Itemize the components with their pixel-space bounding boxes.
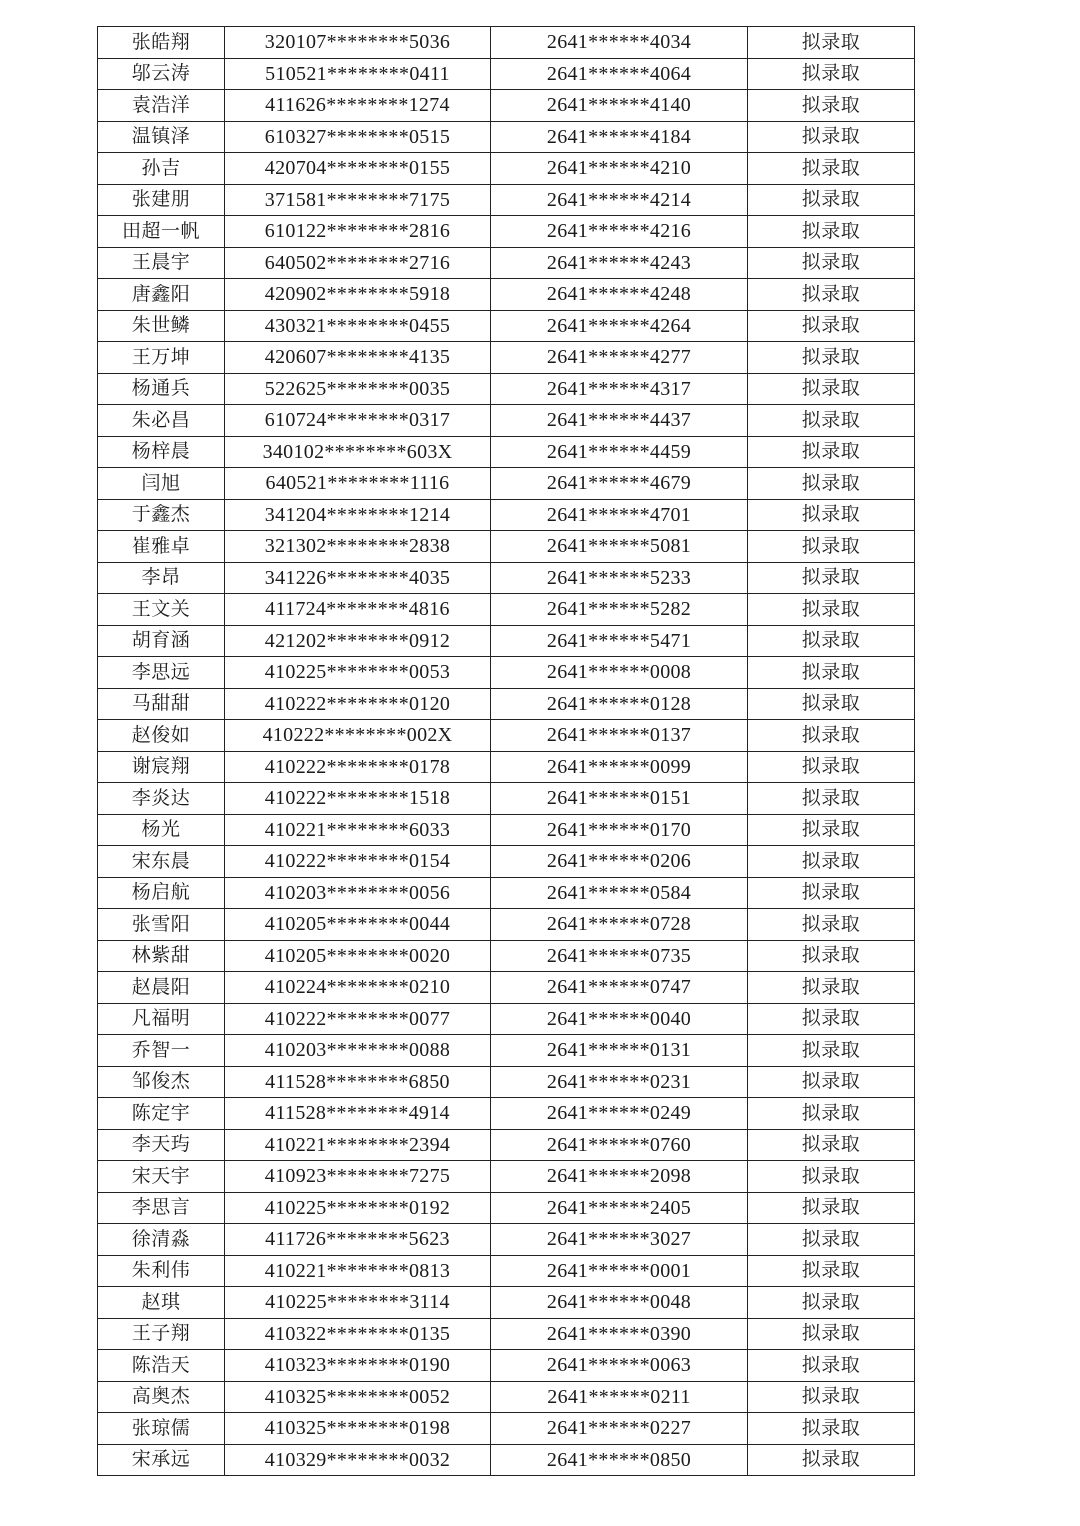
exam-number: 2641******0128: [491, 688, 748, 720]
exam-number: 2641******4437: [491, 405, 748, 437]
table-row: [98, 1098, 915, 1130]
exam-number: 2641******0048: [491, 1287, 748, 1319]
exam-number: 2641******0231: [491, 1066, 748, 1098]
candidate-name: 王万坤: [98, 342, 225, 374]
candidate-name: 王晨宇: [98, 247, 225, 279]
table-row: [98, 342, 915, 374]
candidate-name: 邬云涛: [98, 58, 225, 90]
table-row: [98, 1350, 915, 1382]
candidate-name: 李昂: [98, 562, 225, 594]
candidate-name: 张建朋: [98, 184, 225, 216]
table-row: [98, 247, 915, 279]
id-number: 411626********1274: [225, 90, 491, 122]
id-number: 410222********1518: [225, 783, 491, 815]
id-number: 410325********0198: [225, 1413, 491, 1445]
id-number: 410205********0020: [225, 940, 491, 972]
candidate-name: 凡福明: [98, 1003, 225, 1035]
table-row: [98, 814, 915, 846]
id-number: 410221********0813: [225, 1255, 491, 1287]
id-number: 410325********0052: [225, 1381, 491, 1413]
admission-status: 拟录取: [748, 751, 915, 783]
candidate-name: 朱世鳞: [98, 310, 225, 342]
candidate-name: 张雪阳: [98, 909, 225, 941]
admission-status: 拟录取: [748, 310, 915, 342]
id-number: 522625********0035: [225, 373, 491, 405]
id-number: 640502********2716: [225, 247, 491, 279]
exam-number: 2641******4184: [491, 121, 748, 153]
candidate-name: 李天玙: [98, 1129, 225, 1161]
admission-status: 拟录取: [748, 405, 915, 437]
id-number: 321302********2838: [225, 531, 491, 563]
exam-number: 2641******4140: [491, 90, 748, 122]
id-number: 410322********0135: [225, 1318, 491, 1350]
candidate-name: 于鑫杰: [98, 499, 225, 531]
candidate-name: 张皓翔: [98, 27, 225, 59]
table-row: [98, 1287, 915, 1319]
admission-status: 拟录取: [748, 1255, 915, 1287]
candidate-name: 杨启航: [98, 877, 225, 909]
table-row: [98, 846, 915, 878]
exam-number: 2641******0001: [491, 1255, 748, 1287]
table-row: [98, 625, 915, 657]
id-number: 410225********3114: [225, 1287, 491, 1319]
admission-status: 拟录取: [748, 279, 915, 311]
admission-status: 拟录取: [748, 783, 915, 815]
candidate-name: 杨梓晨: [98, 436, 225, 468]
exam-number: 2641******4248: [491, 279, 748, 311]
id-number: 510521********0411: [225, 58, 491, 90]
admission-status: 拟录取: [748, 1287, 915, 1319]
exam-number: 2641******0170: [491, 814, 748, 846]
exam-number: 2641******4459: [491, 436, 748, 468]
admission-status: 拟录取: [748, 594, 915, 626]
admission-status: 拟录取: [748, 373, 915, 405]
exam-number: 2641******0227: [491, 1413, 748, 1445]
id-number: 411724********4816: [225, 594, 491, 626]
exam-number: 2641******4034: [491, 27, 748, 59]
candidate-name: 乔智一: [98, 1035, 225, 1067]
admission-status: 拟录取: [748, 1003, 915, 1035]
id-number: 410329********0032: [225, 1444, 491, 1476]
table-row: [98, 90, 915, 122]
exam-number: 2641******4243: [491, 247, 748, 279]
id-number: 410323********0190: [225, 1350, 491, 1382]
exam-number: 2641******4264: [491, 310, 748, 342]
candidate-name: 李思言: [98, 1192, 225, 1224]
admission-status: 拟录取: [748, 657, 915, 689]
table-row: [98, 877, 915, 909]
id-number: 610122********2816: [225, 216, 491, 248]
table-row: [98, 153, 915, 185]
exam-number: 2641******0099: [491, 751, 748, 783]
id-number: 411726********5623: [225, 1224, 491, 1256]
admission-status: 拟录取: [748, 1035, 915, 1067]
exam-number: 2641******0728: [491, 909, 748, 941]
admission-status: 拟录取: [748, 940, 915, 972]
admission-list-table: [97, 26, 915, 1476]
admission-status: 拟录取: [748, 1098, 915, 1130]
admission-status: 拟录取: [748, 972, 915, 1004]
table-row: [98, 657, 915, 689]
candidate-name: 赵晨阳: [98, 972, 225, 1004]
candidate-name: 陈浩天: [98, 1350, 225, 1382]
table-row: [98, 279, 915, 311]
admission-status: 拟录取: [748, 247, 915, 279]
admission-list-body: [98, 27, 915, 1476]
table-row: [98, 1318, 915, 1350]
id-number: 410222********0120: [225, 688, 491, 720]
table-row: [98, 58, 915, 90]
id-number: 410225********0053: [225, 657, 491, 689]
admission-status: 拟录取: [748, 562, 915, 594]
table-row: [98, 1035, 915, 1067]
candidate-name: 温镇泽: [98, 121, 225, 153]
admission-status: 拟录取: [748, 720, 915, 752]
table-row: [98, 1192, 915, 1224]
exam-number: 2641******4064: [491, 58, 748, 90]
candidate-name: 李炎达: [98, 783, 225, 815]
admission-status: 拟录取: [748, 846, 915, 878]
table-row: [98, 972, 915, 1004]
admission-status: 拟录取: [748, 90, 915, 122]
id-number: 410224********0210: [225, 972, 491, 1004]
id-number: 411528********6850: [225, 1066, 491, 1098]
id-number: 341226********4035: [225, 562, 491, 594]
admission-status: 拟录取: [748, 1413, 915, 1445]
admission-status: 拟录取: [748, 814, 915, 846]
admission-status: 拟录取: [748, 468, 915, 500]
table-row: [98, 373, 915, 405]
table-row: [98, 751, 915, 783]
exam-number: 2641******5081: [491, 531, 748, 563]
exam-number: 2641******0131: [491, 1035, 748, 1067]
exam-number: 2641******2405: [491, 1192, 748, 1224]
id-number: 410222********0178: [225, 751, 491, 783]
candidate-name: 李思远: [98, 657, 225, 689]
candidate-name: 赵俊如: [98, 720, 225, 752]
id-number: 371581********7175: [225, 184, 491, 216]
candidate-name: 王文关: [98, 594, 225, 626]
table-row: [98, 405, 915, 437]
candidate-name: 杨光: [98, 814, 225, 846]
candidate-name: 邹俊杰: [98, 1066, 225, 1098]
exam-number: 2641******4679: [491, 468, 748, 500]
table-row: [98, 688, 915, 720]
id-number: 410222********0154: [225, 846, 491, 878]
admission-status: 拟录取: [748, 1161, 915, 1193]
id-number: 640521********1116: [225, 468, 491, 500]
candidate-name: 朱必昌: [98, 405, 225, 437]
id-number: 410203********0088: [225, 1035, 491, 1067]
exam-number: 2641******0206: [491, 846, 748, 878]
admission-status: 拟录取: [748, 1350, 915, 1382]
table-row: [98, 310, 915, 342]
id-number: 410203********0056: [225, 877, 491, 909]
candidate-name: 王子翔: [98, 1318, 225, 1350]
candidate-name: 宋承远: [98, 1444, 225, 1476]
exam-number: 2641******5282: [491, 594, 748, 626]
table-row: [98, 1003, 915, 1035]
candidate-name: 崔雅卓: [98, 531, 225, 563]
exam-number: 2641******4317: [491, 373, 748, 405]
candidate-name: 张琼儒: [98, 1413, 225, 1445]
table-row: [98, 468, 915, 500]
admission-status: 拟录取: [748, 342, 915, 374]
admission-status: 拟录取: [748, 625, 915, 657]
candidate-name: 杨通兵: [98, 373, 225, 405]
table-row: [98, 216, 915, 248]
candidate-name: 唐鑫阳: [98, 279, 225, 311]
exam-number: 2641******0063: [491, 1350, 748, 1382]
exam-number: 2641******0151: [491, 783, 748, 815]
id-number: 420607********4135: [225, 342, 491, 374]
admission-status: 拟录取: [748, 27, 915, 59]
id-number: 430321********0455: [225, 310, 491, 342]
id-number: 320107********5036: [225, 27, 491, 59]
candidate-name: 马甜甜: [98, 688, 225, 720]
exam-number: 2641******4701: [491, 499, 748, 531]
admission-status: 拟录取: [748, 1224, 915, 1256]
candidate-name: 宋东晨: [98, 846, 225, 878]
exam-number: 2641******4214: [491, 184, 748, 216]
admission-status: 拟录取: [748, 1066, 915, 1098]
exam-number: 2641******0584: [491, 877, 748, 909]
exam-number: 2641******0735: [491, 940, 748, 972]
exam-number: 2641******5471: [491, 625, 748, 657]
id-number: 610724********0317: [225, 405, 491, 437]
exam-number: 2641******0040: [491, 1003, 748, 1035]
exam-number: 2641******3027: [491, 1224, 748, 1256]
exam-number: 2641******0211: [491, 1381, 748, 1413]
admission-status: 拟录取: [748, 216, 915, 248]
id-number: 420902********5918: [225, 279, 491, 311]
table-row: [98, 121, 915, 153]
candidate-name: 林紫甜: [98, 940, 225, 972]
admission-status: 拟录取: [748, 58, 915, 90]
candidate-name: 袁浩洋: [98, 90, 225, 122]
table-row: [98, 720, 915, 752]
admission-status: 拟录取: [748, 1381, 915, 1413]
exam-number: 2641******0747: [491, 972, 748, 1004]
id-number: 410221********2394: [225, 1129, 491, 1161]
admission-status: 拟录取: [748, 688, 915, 720]
admission-status: 拟录取: [748, 499, 915, 531]
exam-number: 2641******0008: [491, 657, 748, 689]
exam-number: 2641******0137: [491, 720, 748, 752]
table-row: [98, 562, 915, 594]
id-number: 410225********0192: [225, 1192, 491, 1224]
id-number: 410222********002X: [225, 720, 491, 752]
candidate-name: 高奥杰: [98, 1381, 225, 1413]
table-row: [98, 1129, 915, 1161]
candidate-name: 朱利伟: [98, 1255, 225, 1287]
id-number: 341204********1214: [225, 499, 491, 531]
table-row: [98, 940, 915, 972]
candidate-name: 谢宸翔: [98, 751, 225, 783]
id-number: 420704********0155: [225, 153, 491, 185]
id-number: 421202********0912: [225, 625, 491, 657]
id-number: 410205********0044: [225, 909, 491, 941]
admission-status: 拟录取: [748, 184, 915, 216]
admission-status: 拟录取: [748, 909, 915, 941]
table-row: [98, 1066, 915, 1098]
id-number: 411528********4914: [225, 1098, 491, 1130]
candidate-name: 闫旭: [98, 468, 225, 500]
admission-status: 拟录取: [748, 1129, 915, 1161]
exam-number: 2641******0850: [491, 1444, 748, 1476]
table-row: [98, 1255, 915, 1287]
exam-number: 2641******0249: [491, 1098, 748, 1130]
admission-status: 拟录取: [748, 153, 915, 185]
admission-status: 拟录取: [748, 1444, 915, 1476]
candidate-name: 孙吉: [98, 153, 225, 185]
exam-number: 2641******0390: [491, 1318, 748, 1350]
table-row: [98, 184, 915, 216]
candidate-name: 田超一帆: [98, 216, 225, 248]
id-number: 340102********603X: [225, 436, 491, 468]
id-number: 610327********0515: [225, 121, 491, 153]
admission-status: 拟录取: [748, 436, 915, 468]
id-number: 410923********7275: [225, 1161, 491, 1193]
admission-status: 拟录取: [748, 121, 915, 153]
candidate-name: 赵琪: [98, 1287, 225, 1319]
candidate-name: 宋天宇: [98, 1161, 225, 1193]
table-row: [98, 531, 915, 563]
candidate-name: 胡育涵: [98, 625, 225, 657]
admission-status: 拟录取: [748, 531, 915, 563]
exam-number: 2641******4216: [491, 216, 748, 248]
candidate-name: 徐清淼: [98, 1224, 225, 1256]
exam-number: 2641******4210: [491, 153, 748, 185]
table-row: [98, 1161, 915, 1193]
admission-status: 拟录取: [748, 877, 915, 909]
table-row: [98, 783, 915, 815]
id-number: 410222********0077: [225, 1003, 491, 1035]
table-row: [98, 1413, 915, 1445]
admission-status: 拟录取: [748, 1318, 915, 1350]
table-row: [98, 909, 915, 941]
table-row: [98, 1381, 915, 1413]
admission-status: 拟录取: [748, 1192, 915, 1224]
table-row: [98, 594, 915, 626]
candidate-name: 陈定宇: [98, 1098, 225, 1130]
exam-number: 2641******4277: [491, 342, 748, 374]
table-row: [98, 1444, 915, 1476]
table-row: [98, 1224, 915, 1256]
exam-number: 2641******5233: [491, 562, 748, 594]
exam-number: 2641******0760: [491, 1129, 748, 1161]
table-row: [98, 499, 915, 531]
id-number: 410221********6033: [225, 814, 491, 846]
table-row: [98, 436, 915, 468]
exam-number: 2641******2098: [491, 1161, 748, 1193]
table-row: [98, 27, 915, 59]
